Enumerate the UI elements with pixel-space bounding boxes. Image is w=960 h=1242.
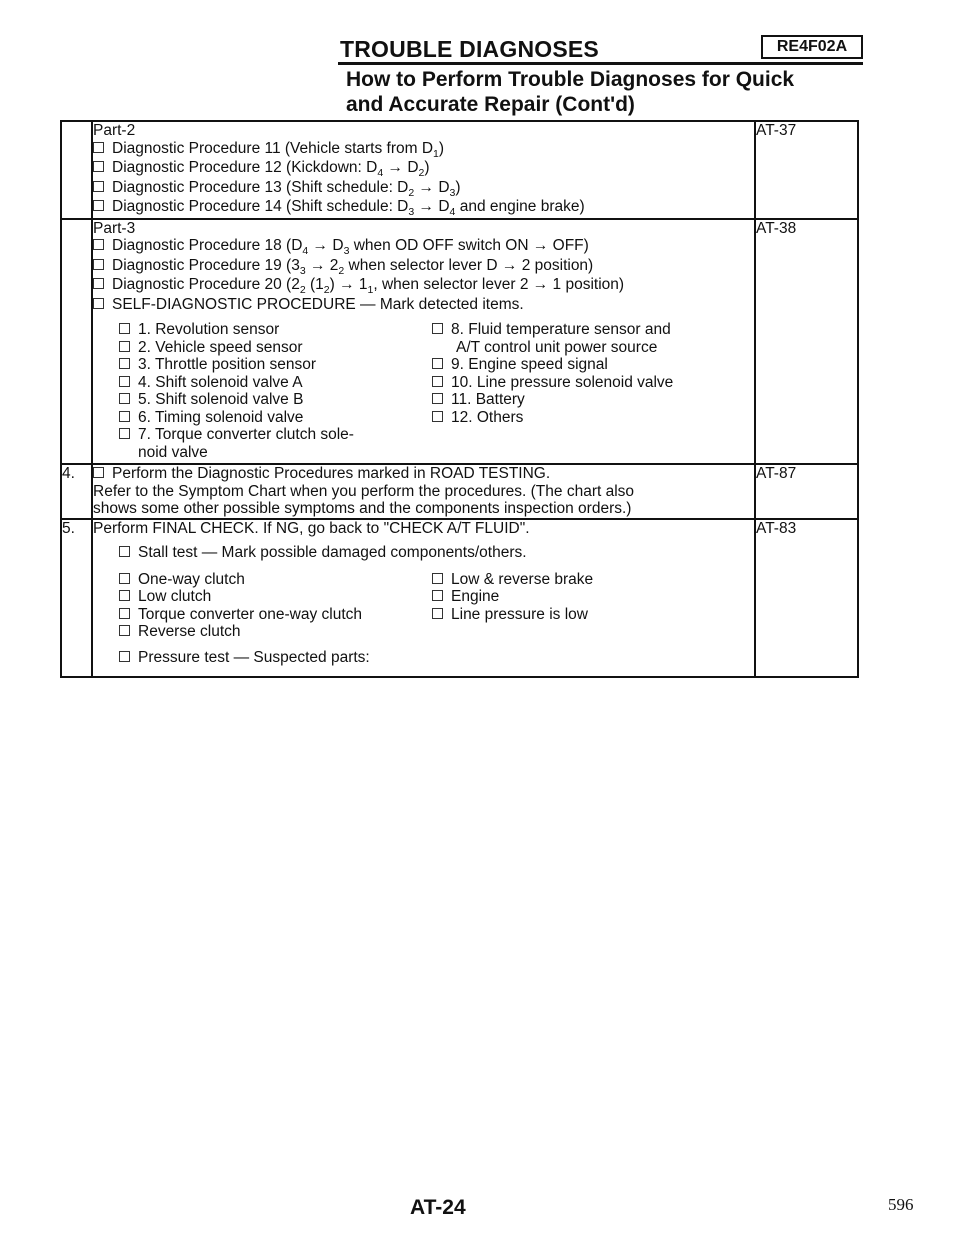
page-reference: AT-87 [755, 464, 858, 519]
list-item: Torque converter one-way clutch [119, 606, 432, 624]
step-number: 4. [61, 464, 92, 519]
items-column-left [119, 321, 432, 461]
stall-test-items [119, 571, 754, 641]
step5-content [92, 519, 755, 678]
checkbox-icon[interactable] [93, 298, 104, 309]
self-diagnostic-items [119, 321, 754, 461]
list-item: 4. Shift solenoid valve A [119, 374, 432, 392]
page-number: AT-24 [410, 1196, 466, 1219]
procedure-table [60, 120, 859, 678]
stall-column-left [119, 571, 432, 641]
section-title: TROUBLE DIAGNOSES [340, 36, 599, 62]
checkbox-icon[interactable] [119, 376, 130, 387]
step4-line-3: shows some other possible symptoms and the components inspection orders.) [93, 500, 632, 517]
page-reference: AT-38 [755, 219, 858, 465]
checkbox-icon[interactable] [119, 625, 130, 636]
checkbox-icon[interactable] [119, 651, 130, 662]
header-rule [338, 62, 863, 65]
procedure-19: Diagnostic Procedure 19 ($3_3 \to 2_2$ when selector lever D → 2 position) [93, 257, 754, 277]
sheet-number: 596 [888, 1195, 914, 1214]
list-item-continuation: noid valve [138, 443, 208, 461]
list-item: 10. Line pressure solenoid valve [432, 374, 742, 392]
list-item-continuation: A/T control unit power source [456, 338, 658, 356]
list-item: 3. Throttle position sensor [119, 356, 432, 374]
page-reference: AT-83 [755, 519, 858, 678]
checkbox-icon[interactable] [93, 467, 104, 478]
list-item: Reverse clutch [119, 623, 432, 641]
checkbox-icon[interactable] [432, 590, 443, 601]
list-item: Engine [432, 588, 742, 606]
list-item: 2. Vehicle speed sensor [119, 339, 432, 357]
list-item: 11. Battery [432, 391, 742, 409]
checkbox-icon[interactable] [93, 239, 104, 250]
checkbox-icon[interactable] [119, 590, 130, 601]
checkbox-icon[interactable] [432, 608, 443, 619]
model-code-badge: RE4F02A [761, 35, 863, 59]
checkbox-icon[interactable] [119, 341, 130, 352]
list-item: 7. Torque converter clutch sole- [119, 426, 432, 444]
list-item: Low & reverse brake [432, 571, 742, 589]
list-item: 1. Revolution sensor [119, 321, 432, 339]
list-item: 6. Timing solenoid valve [119, 409, 432, 427]
step4-line-2: Refer to the Symptom Chart when you perform the procedures. (The chart also [93, 482, 635, 500]
procedure-12: Diagnostic Procedure 12 (Kickdown: $D_4 \to D_2$) [93, 159, 754, 179]
checkbox-icon[interactable] [432, 411, 443, 422]
part3-content [92, 219, 755, 465]
checkbox-icon[interactable] [432, 323, 443, 334]
step-number-cell [61, 219, 92, 465]
list-item: One-way clutch [119, 571, 432, 589]
procedure-14: Diagnostic Procedure 14 (Shift schedule: $D_3 \to D_4$ and engine brake) [93, 198, 754, 218]
list-item: 12. Others [432, 409, 742, 427]
list-item: 9. Engine speed signal [432, 356, 742, 374]
checkbox-icon[interactable] [432, 393, 443, 404]
checkbox-icon[interactable] [119, 428, 130, 439]
checkbox-icon[interactable] [93, 161, 104, 172]
pressure-test: Pressure test — Suspected parts: [119, 649, 754, 667]
checkbox-icon[interactable] [93, 181, 104, 192]
checkbox-icon[interactable] [432, 376, 443, 387]
items-column-right [432, 321, 742, 461]
checkbox-icon[interactable] [93, 142, 104, 153]
part3-heading: Part-3 [93, 219, 136, 237]
checkbox-icon[interactable] [119, 411, 130, 422]
step5-line-1: Perform FINAL CHECK. If NG, go back to "CHECK A/T FLUID". [93, 519, 530, 537]
list-item: 8. Fluid temperature sensor and [432, 321, 742, 339]
checkbox-icon[interactable] [119, 393, 130, 404]
stall-column-right [432, 571, 742, 641]
checkbox-icon[interactable] [432, 573, 443, 584]
list-item: Line pressure is low [432, 606, 742, 624]
list-item: 5. Shift solenoid valve B [119, 391, 432, 409]
self-diagnostic-procedure: SELF-DIAGNOSTIC PROCEDURE — Mark detected items. [93, 296, 754, 314]
checkbox-icon[interactable] [119, 323, 130, 334]
stall-test: Stall test — Mark possible damaged components/others. [119, 544, 754, 562]
part2-heading: Part-2 [93, 122, 136, 139]
part2-content [92, 121, 755, 219]
step4-line-1: Perform the Diagnostic Procedures marked in ROAD TESTING. [93, 465, 754, 483]
step-number: 5. [61, 519, 92, 678]
subtitle-line-1: How to Perform Trouble Diagnoses for Quick [346, 68, 795, 91]
page-reference: AT-37 [755, 121, 858, 219]
list-item: Low clutch [119, 588, 432, 606]
checkbox-icon[interactable] [119, 546, 130, 557]
subtitle-line-2: and Accurate Repair (Cont'd) [346, 93, 635, 116]
checkbox-icon[interactable] [93, 278, 104, 289]
checkbox-icon[interactable] [432, 358, 443, 369]
checkbox-icon[interactable] [119, 573, 130, 584]
checkbox-icon[interactable] [119, 358, 130, 369]
table-row [61, 121, 858, 219]
procedure-18: Diagnostic Procedure 18 ($D_4 \to D_3$ when OD OFF switch ON → OFF) [93, 237, 754, 257]
procedure-13: Diagnostic Procedure 13 (Shift schedule: $D_2 \to D_3$) [93, 179, 754, 199]
step-number-cell [61, 121, 92, 219]
table-row [61, 464, 858, 519]
page-subtitle [346, 67, 794, 117]
procedure-20: Diagnostic Procedure 20 ($2_2$ $(1_2) \to 1_1$, when selector lever 2 → 1 position) [93, 276, 754, 296]
step4-content [92, 464, 755, 519]
checkbox-icon[interactable] [93, 259, 104, 270]
table-row [61, 219, 858, 465]
procedure-11: Diagnostic Procedure 11 (Vehicle starts from $D_1$) [93, 140, 754, 160]
checkbox-icon[interactable] [119, 608, 130, 619]
checkbox-icon[interactable] [93, 200, 104, 211]
table-row [61, 519, 858, 678]
